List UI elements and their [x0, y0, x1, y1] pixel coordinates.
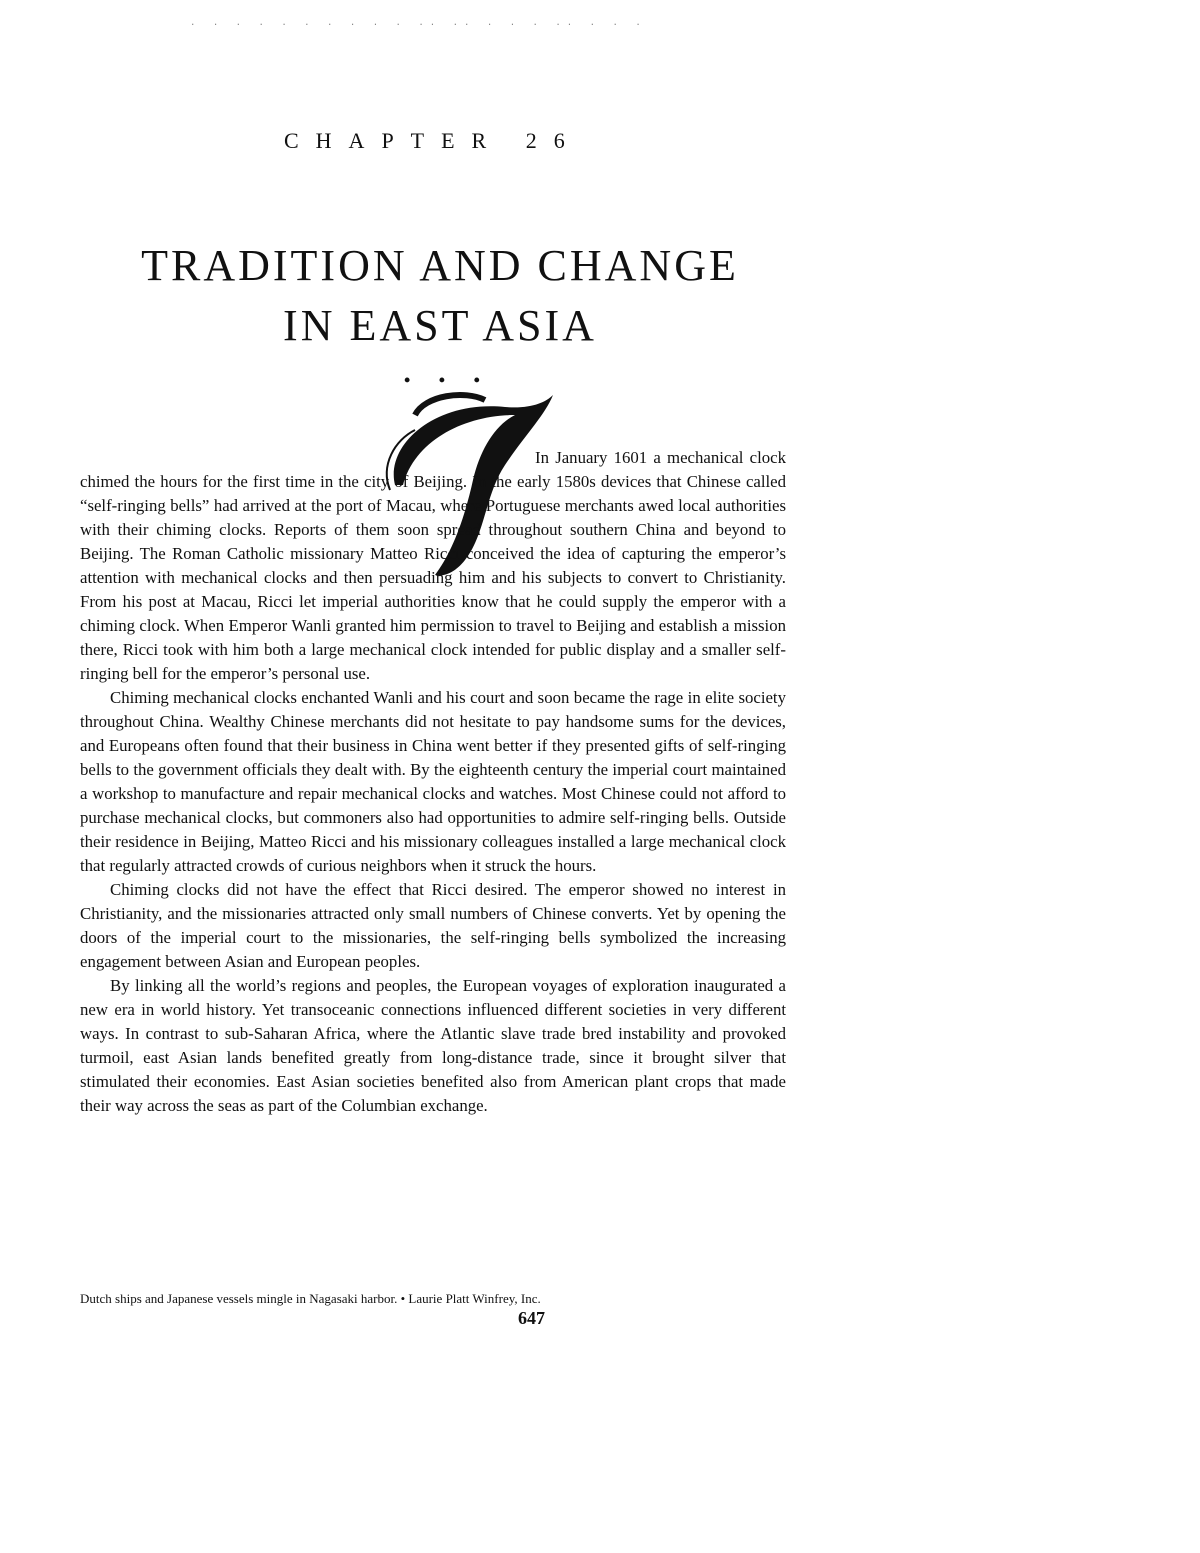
photo-caption: Dutch ships and Japanese vessels mingle in Nagasaki harbor. • Laurie Platt Winfrey, Inc.	[80, 1291, 541, 1306]
chapter-title-line-2: IN EAST ASIA	[283, 301, 597, 350]
chapter-title	[60, 236, 820, 356]
chapter-label: CHAPTER 26	[284, 128, 582, 153]
paragraph-1-text: In January 1601 a mechanical clock chimed the hours for the first time in the city of Beijing. In the early 1580s devices that Chinese called “self-ringing bells” had arrived at the port of Macau, where Portuguese merchants awed local authorities with their chiming clocks. Reports of them soon spread throughout southern China and beyond to Beijing. The Roman Catholic missionary Matteo Ricci conceived the idea of capturing the emperor’s attention with mechanical clocks and then persuading him and his subjects to convert to Christianity. From his post at Macau, Ricci let imperial authorities know that he could supply the emperor with a chiming clock. When Emperor Wanli granted him permission to travel to Beijing and establish a mission there, Ricci took with him both a large mechanical clock intended for public display and a smaller self-ringing bell for the emperor’s personal use.	[80, 448, 786, 683]
body-text	[80, 446, 786, 1118]
ornament-dots: • • •	[404, 370, 492, 390]
scan-specks: . . . . . . . . . . .. .. . . . .. . . .	[190, 18, 647, 28]
paragraph-2: Chiming mechanical clocks enchanted Wanli and his court and soon became the rage in elite society throughout China. Wealthy Chinese merchants did not hesitate to pay handsome sums for the devices, and Europeans often found that their business in China went better if they presented gifts of self-ringing bells to the government officials they dealt with. By the eighteenth century the imperial court maintained a workshop to manufacture and repair mechanical clocks and watches. Most Chinese could not afford to purchase mechanical clocks, but commoners also had opportunities to admire self-ringing bells. Outside their residence in Beijing, Matteo Ricci and his missionary colleagues installed a large mechanical clock that regularly attracted crowds of curious neighbors when it struck the hours.	[80, 688, 786, 875]
paragraph-1	[80, 446, 786, 686]
chapter-title-line-1: TRADITION AND CHANGE	[141, 241, 739, 290]
page-number: 647	[518, 1308, 545, 1328]
paragraph-3: Chiming clocks did not have the effect that Ricci desired. The emperor showed no interest in Christianity, and the missionaries attracted only small numbers of Chinese converts. Yet by opening the doors of the imperial court to the missionaries, the self-ringing bells symbolized the increasing engagement between Asian and European peoples.	[80, 880, 786, 971]
paragraph-4: By linking all the world’s regions and peoples, the European voyages of exploration inaugurated a new era in world history. Yet transoceanic connections influenced different societies in very different ways. In contrast to sub-Saharan Africa, where the Atlantic slave trade bred instability and provoked turmoil, east Asian lands benefited greatly from long-distance trade, since it brought silver that stimulated their economies. East Asian societies benefited also from American plant crops that made their way across the seas as part of the Columbian exchange.	[80, 976, 786, 1115]
